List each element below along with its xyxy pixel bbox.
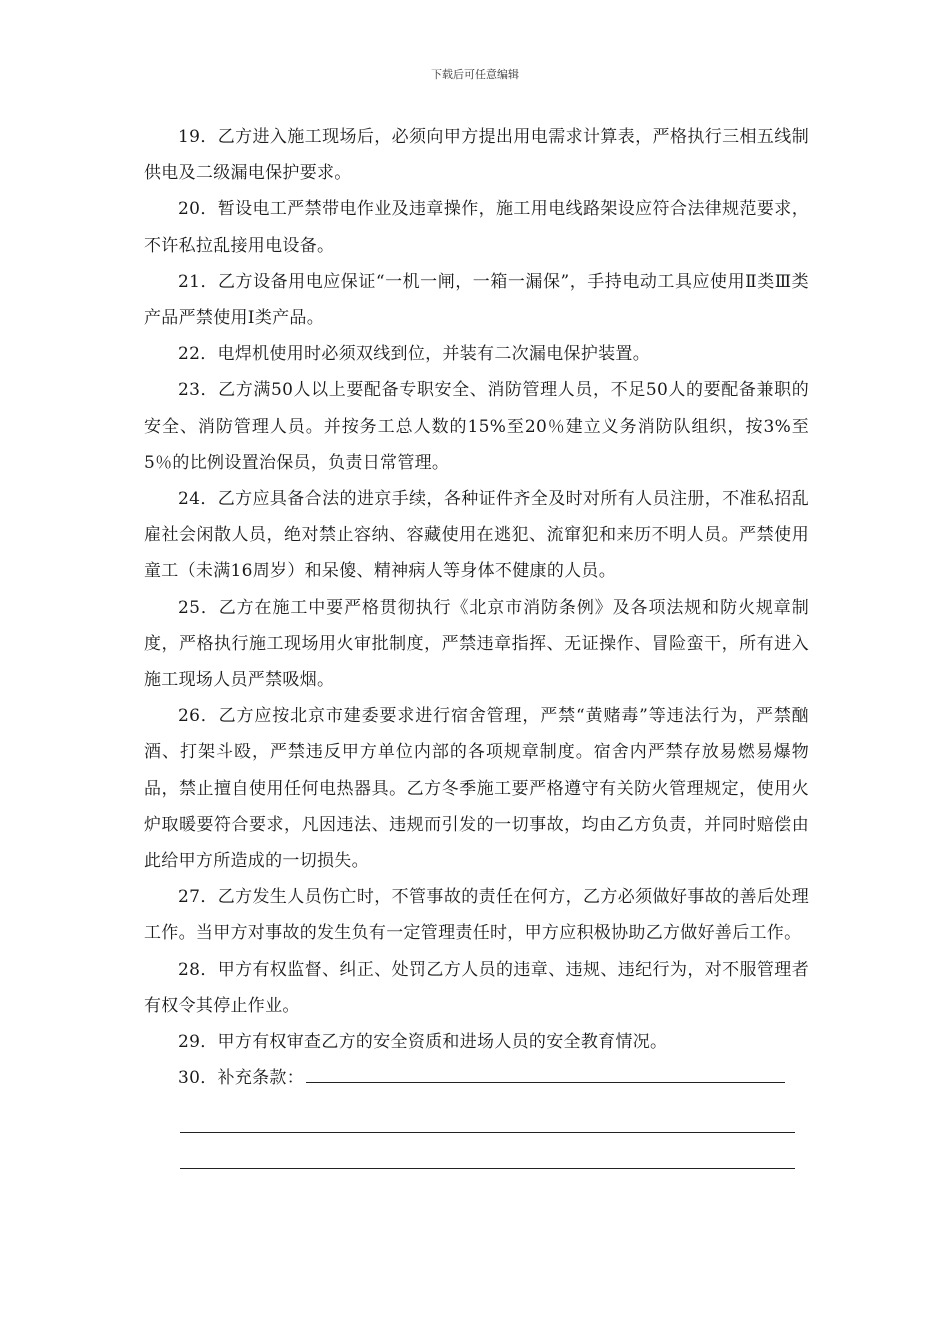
clause-30 — [144, 1060, 809, 1096]
clause-19: 19．乙方进入施工现场后，必须向甲方提出用电需求计算表，严格执行三相五线制供电及二级漏电保护要求。 — [144, 127, 809, 184]
clause-29: 29．甲方有权审查乙方的安全资质和进场人员的安全教育情况。 — [178, 1032, 668, 1053]
page-header: 下载后可任意编辑 — [431, 68, 519, 81]
supplement-fill-line[interactable] — [306, 1060, 785, 1083]
supplement-label: 30．补充条款： — [178, 1068, 305, 1089]
clause-25: 25．乙方在施工中要严格贯彻执行《北京市消防条例》及各项法规和防火规章制度，严格执行施工现场用火审批制度，严禁违章指挥、无证操作、冒险蛮干，所有进入施工现场人员严禁吸烟。 — [144, 597, 809, 691]
clause-21: 21．乙方设备用电应保证“一机一闸，一箱一漏保”，手持电动工具应使用Ⅱ类Ⅲ类产品严禁使用Ⅰ类产品。 — [144, 271, 809, 329]
clause-20: 20．暂设电工严禁带电作业及违章操作，施工用电线路架设应符合法律规范要求，不许私拉乱接用电设备。 — [144, 199, 809, 256]
clause-22: 22．电焊机使用时必须双线到位，并装有二次漏电保护装置。 — [178, 344, 651, 365]
document-body — [144, 119, 809, 1169]
clause-28: 28．甲方有权监督、纠正、处罚乙方人员的违章、违规、违纪行为，对不服管理者有权令其停止作业。 — [144, 959, 809, 1016]
clause-24: 24．乙方应具备合法的进京手续，各种证件齐全及时对所有人员注册，不准私招乱雇社会闲散人员，绝对禁止容纳、容藏使用在逃犯、流窜犯和来历不明人员。严禁使用童工（未满16周岁）和呆傻、精神病人等身体不健康的人员。 — [144, 489, 809, 582]
clause-27: 27．乙方发生人员伤亡时，不管事故的责任在何方，乙方必须做好事故的善后处理工作。当甲方对事故的发生负有一定管理责任时，甲方应积极协助乙方做好善后工作。 — [144, 887, 809, 944]
clause-23: 23．乙方满50人以上要配备专职安全、消防管理人员，不足50人的要配备兼职的安全、消防管理人员。并按务工总人数的15%至20％建立义务消防队组织，按3%至5％的比例设置治保员，负责日常管理。 — [144, 380, 809, 473]
clause-26: 26．乙方应按北京市建委要求进行宿舍管理，严禁“黄赌毒”等违法行为，严禁酗酒、打架斗殴，严禁违反甲方单位内部的各项规章制度。宿舍内严禁存放易燃易爆物品，禁止擅自使用任何电热器具。乙方冬季施工要严格遵守有关防火管理规定，使用火炉取暖要符合要求，凡因违法、违规而引发的一切事故，均由乙方负责，并同时赔偿由此给甲方所造成的一切损失。 — [144, 706, 809, 872]
supplement-blank-line-1[interactable] — [180, 1096, 795, 1132]
supplement-blank-line-2[interactable] — [180, 1133, 795, 1169]
